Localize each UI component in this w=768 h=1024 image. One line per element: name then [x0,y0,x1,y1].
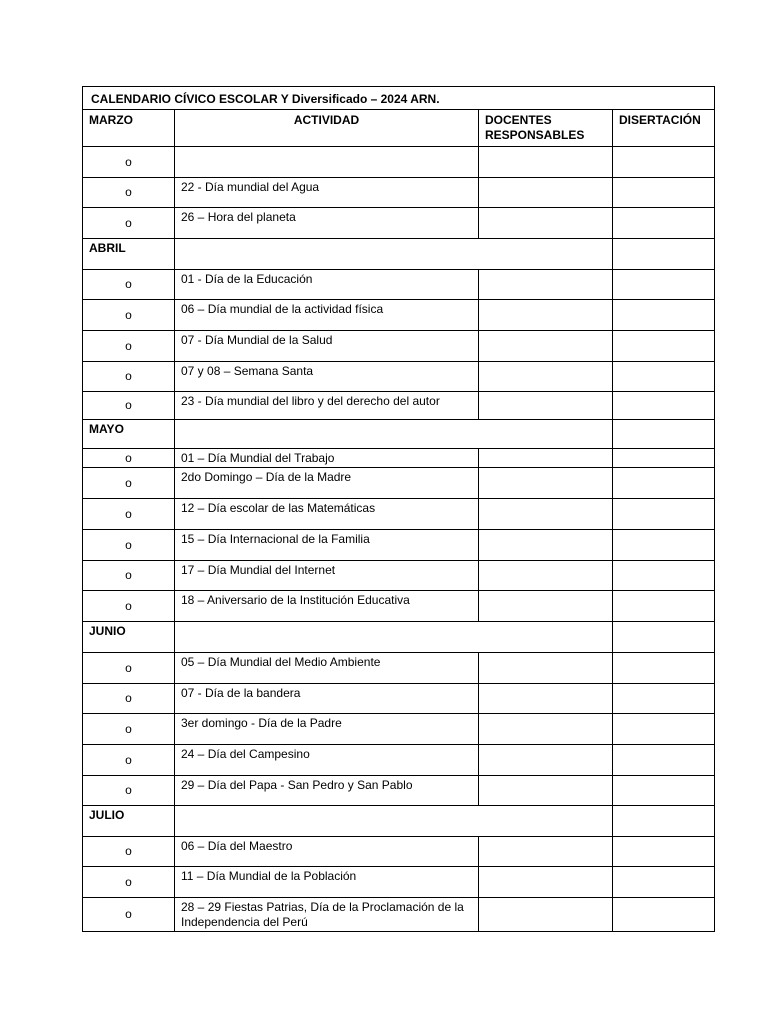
bullet-marker: o [83,530,175,561]
table-row [83,147,715,178]
table-row [83,178,715,208]
teachers-cell [479,499,613,530]
teachers-cell [479,684,613,714]
activity-cell: 05 – Día Mundial del Medio Ambiente [175,653,479,684]
table-row [83,653,715,684]
table-row [83,898,715,932]
dissertation-cell [613,331,715,362]
teachers-cell [479,331,613,362]
activity-cell: 11 – Día Mundial de la Población [175,867,479,898]
activity-cell [175,147,479,178]
activity-cell: 26 – Hora del planeta [175,208,479,239]
activity-cell: 28 – 29 Fiestas Patrias, Día de la Proclamación de la Independencia del Perú [175,898,479,932]
table-row [83,776,715,806]
month-row-june [83,622,715,653]
activity-cell: 07 - Día Mundial de la Salud [175,331,479,362]
dissertation-cell [613,270,715,300]
bullet-marker: o [83,147,175,178]
bullet-marker: o [83,270,175,300]
teachers-cell [479,714,613,745]
dissertation-cell [613,898,715,932]
teachers-cell [479,898,613,932]
bullet-marker: o [83,208,175,239]
bullet-marker: o [83,867,175,898]
dissertation-cell [613,867,715,898]
table-row [83,714,715,745]
dissertation-cell [613,776,715,806]
header-month-march: MARZO [83,110,175,147]
month-spacer [175,420,613,449]
dissertation-cell [613,653,715,684]
teachers-cell [479,867,613,898]
table-row [83,270,715,300]
document-title: CALENDARIO CÍVICO ESCOLAR Y Diversificado – 2024 ARN. [83,87,715,110]
activity-cell: 29 – Día del Papa - San Pedro y San Pablo [175,776,479,806]
activity-cell: 12 – Día escolar de las Matemáticas [175,499,479,530]
dissertation-cell [613,239,715,270]
teachers-cell [479,208,613,239]
bullet-marker: o [83,837,175,867]
month-label-may: MAYO [83,420,175,449]
dissertation-cell [613,420,715,449]
teachers-cell [479,468,613,499]
bullet-marker: o [83,178,175,208]
header-row [83,110,715,147]
activity-cell: 06 – Día mundial de la actividad física [175,300,479,331]
teachers-cell [479,653,613,684]
dissertation-cell [613,837,715,867]
activity-cell: 22 - Día mundial del Agua [175,178,479,208]
bullet-marker: o [83,776,175,806]
bullet-marker: o [83,653,175,684]
activity-cell: 18 – Aniversario de la Institución Educativa [175,591,479,622]
table-row [83,208,715,239]
month-label-june: JUNIO [83,622,175,653]
teachers-cell [479,530,613,561]
table-row [83,392,715,420]
teachers-cell [479,591,613,622]
dissertation-cell [613,806,715,837]
teachers-cell [479,745,613,776]
table-row [83,530,715,561]
dissertation-cell [613,684,715,714]
header-dissertation: DISERTACIÓN [613,110,715,147]
month-label-april: ABRIL [83,239,175,270]
activity-cell: 07 y 08 – Semana Santa [175,362,479,392]
teachers-cell [479,270,613,300]
teachers-cell [479,449,613,468]
activity-cell: 06 – Día del Maestro [175,837,479,867]
bullet-marker: o [83,331,175,362]
bullet-marker: o [83,591,175,622]
month-label-july: JULIO [83,806,175,837]
dissertation-cell [613,591,715,622]
activity-cell: 15 – Día Internacional de la Familia [175,530,479,561]
table-row [83,468,715,499]
dissertation-cell [613,300,715,331]
table-row [83,499,715,530]
teachers-cell [479,147,613,178]
table-row [83,449,715,468]
teachers-cell [479,776,613,806]
table-row [83,867,715,898]
dissertation-cell [613,745,715,776]
month-spacer [175,622,613,653]
header-teachers: DOCENTES RESPONSABLES [479,110,613,147]
bullet-marker: o [83,745,175,776]
civic-calendar-table [82,86,715,932]
dissertation-cell [613,178,715,208]
table-row [83,331,715,362]
table-row [83,362,715,392]
month-spacer [175,806,613,837]
header-activity: ACTIVIDAD [175,110,479,147]
dissertation-cell [613,208,715,239]
month-row-april [83,239,715,270]
dissertation-cell [613,622,715,653]
table-row [83,745,715,776]
dissertation-cell [613,530,715,561]
bullet-marker: o [83,468,175,499]
dissertation-cell [613,449,715,468]
bullet-marker: o [83,561,175,591]
dissertation-cell [613,362,715,392]
teachers-cell [479,392,613,420]
bullet-marker: o [83,714,175,745]
table-row [83,561,715,591]
table-row [83,300,715,331]
dissertation-cell [613,499,715,530]
month-row-may [83,420,715,449]
bullet-marker: o [83,300,175,331]
bullet-marker: o [83,362,175,392]
title-row [83,87,715,110]
activity-cell: 01 - Día de la Educación [175,270,479,300]
teachers-cell [479,300,613,331]
dissertation-cell [613,147,715,178]
activity-cell: 07 - Día de la bandera [175,684,479,714]
month-row-july [83,806,715,837]
activity-cell: 17 – Día Mundial del Internet [175,561,479,591]
activity-cell: 3er domingo - Día de la Padre [175,714,479,745]
bullet-marker: o [83,684,175,714]
dissertation-cell [613,392,715,420]
activity-cell: 2do Domingo – Día de la Madre [175,468,479,499]
dissertation-cell [613,714,715,745]
bullet-marker: o [83,392,175,420]
teachers-cell [479,178,613,208]
bullet-marker: o [83,449,175,468]
bullet-marker: o [83,499,175,530]
dissertation-cell [613,561,715,591]
activity-cell: 24 – Día del Campesino [175,745,479,776]
teachers-cell [479,362,613,392]
teachers-cell [479,837,613,867]
teachers-cell [479,561,613,591]
bullet-marker: o [83,898,175,932]
table-row [83,591,715,622]
activity-cell: 01 – Día Mundial del Trabajo [175,449,479,468]
table-row [83,837,715,867]
activity-cell: 23 - Día mundial del libro y del derecho del autor [175,392,479,420]
table-row [83,684,715,714]
month-spacer [175,239,613,270]
dissertation-cell [613,468,715,499]
